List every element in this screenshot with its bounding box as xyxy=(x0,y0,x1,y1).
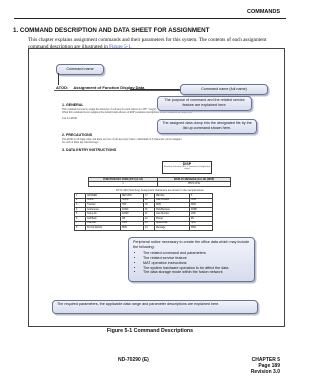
table-cell: 6 xyxy=(75,216,86,221)
table-cell: 19 xyxy=(144,203,155,208)
table-cell: Call Forward xyxy=(155,198,190,203)
table-cell: Transfer xyxy=(86,203,121,208)
section-title: 1. COMMAND DESCRIPTION AND DATA SHEET FOR ASSIGNMENT xyxy=(13,27,210,34)
table-cell: 22 xyxy=(144,216,155,221)
data-entry-heading: 3. DATA ENTRY INSTRUCTIONS xyxy=(62,148,117,152)
table-cell: DND xyxy=(121,226,144,231)
callout-required xyxy=(52,300,258,314)
intro-text: This chapter explains assignment commands and their parameters for this system. The contents of each assignment command description are illustrated in xyxy=(28,37,267,50)
callout-command-name xyxy=(56,64,104,75)
table-cell: CFW xyxy=(190,198,213,203)
precautions-line-1: The ATOD is 16 digits wide, and there are four of soft-key keys; hence a maximum of 8 characters can be assigned xyxy=(62,138,182,141)
callout-data-dump-text: The assigned data dump into the designated file by the list up command shown here. xyxy=(162,121,252,130)
table-cell: 24 xyxy=(144,226,155,231)
footer-page: Page 189 xyxy=(258,363,280,370)
callout-command-fullname xyxy=(180,84,268,95)
table-cell: Camp-On xyxy=(86,212,121,217)
callout-peripheral xyxy=(128,237,255,282)
table-cell: OVR xyxy=(121,221,144,226)
callout-purpose-text: The purpose of command and the related service feature are explained here. xyxy=(164,98,245,107)
sub-table-title: FKY1-200 (Soft-Key) Assignment characters are shown in the sample below. xyxy=(116,189,204,192)
table-cell: 23 xyxy=(144,221,155,226)
table-cell: 3 xyxy=(75,203,86,208)
header-section-label: COMMANDS xyxy=(247,9,280,15)
table-cell: DND xyxy=(190,203,213,208)
list-item: • MAT operation instructions xyxy=(143,261,250,266)
general-line-2: When this command is not assigned, the default labels shown on ROF parameter descriptions in this command are displayed. xyxy=(62,111,192,115)
table-cell: PU xyxy=(190,216,213,221)
figure-link[interactable]: Figure 5-1. xyxy=(109,43,133,50)
footer-revision: Revision 3.0 xyxy=(250,369,280,376)
callout-peripheral-list xyxy=(133,251,250,276)
figure-caption: Figure 5-1 Command Descriptions xyxy=(106,328,194,334)
entry-table-wrap xyxy=(88,177,231,187)
callout-purpose xyxy=(157,96,252,111)
entry-table xyxy=(88,177,231,187)
table-cell: 20 xyxy=(144,207,155,212)
table-cell: Last Number xyxy=(155,212,190,217)
callout-leader-1 xyxy=(58,73,59,85)
table-row xyxy=(75,226,213,231)
atod-description: Assignment of Function Display Data xyxy=(73,85,145,90)
table-cell: Call Back xyxy=(86,216,121,221)
dterm-box xyxy=(162,161,212,174)
table-cell: HOLD xyxy=(86,198,121,203)
function-code-table xyxy=(74,193,213,231)
list-item: • The related command and parameters xyxy=(143,251,250,256)
callout-command-name-text: Command name xyxy=(66,67,94,72)
entry-value-right: PPP1 CFW xyxy=(158,182,231,187)
table-cell: 2 xyxy=(75,198,86,203)
table-cell: 1 xyxy=(75,194,86,199)
table-cell: 7 xyxy=(75,221,86,226)
table-cell: CB xyxy=(121,216,144,221)
table-cell: Conference xyxy=(86,207,121,212)
precautions-body xyxy=(62,138,252,145)
table-cell: Speed Dial xyxy=(155,221,190,226)
precautions-line-2: for each of these key function keys. xyxy=(62,141,99,145)
callout-data-dump xyxy=(157,119,257,134)
entry-col-left: FUNCTION KEY CODE (FKY) (1-64) xyxy=(89,178,158,182)
dterm-title: DISP xyxy=(182,162,192,166)
list-item: • The system hardware operation to be affect the data xyxy=(143,266,250,271)
table-cell: CAMP xyxy=(121,212,144,217)
entry-col-right: DISPLAY MESSAGE (16 LCD (DISP) xyxy=(158,178,231,182)
table-cell: RECALL xyxy=(155,194,190,199)
callout-command-fullname-text: Command name (full name) xyxy=(201,87,247,92)
general-line-1: This command is used to assign the character of soft-key for each station as a JIS* / key(s). xyxy=(62,108,157,111)
table-cell: Park/Retrieve xyxy=(155,207,190,212)
footer-doc-id: ND-70290 (E) xyxy=(118,357,149,363)
entry-value-left: 1 xyxy=(89,182,158,187)
dterm-subtitle: Function Selection: Max 2 characters (8 digits/key entry) xyxy=(163,166,211,170)
table-cell: 8 xyxy=(75,226,86,231)
table-cell: 5 xyxy=(75,212,86,217)
table-cell: DND xyxy=(155,203,190,208)
table-cell: ANSWER xyxy=(86,194,121,199)
callout-required-text: The required parameters, the applicable data range and parameter descriptions are explained here. xyxy=(57,302,220,306)
sub-table-wrap xyxy=(74,193,213,231)
callout-leader-2 xyxy=(130,89,180,90)
table-cell: SPD xyxy=(190,221,213,226)
table-cell: Do Not Disturb xyxy=(86,226,121,231)
table-cell: CONF xyxy=(121,207,144,212)
atod-code: ATOD: xyxy=(56,85,69,90)
footer-meta xyxy=(251,357,280,376)
table-cell: LNR xyxy=(190,212,213,217)
general-line-3: List for ATOD xyxy=(62,116,78,120)
table-cell: 4 xyxy=(75,207,86,212)
table-cell: 17 xyxy=(144,194,155,199)
list-item: • The data storage mode within the fusion network xyxy=(143,270,250,275)
general-heading: 1. GENERAL xyxy=(62,103,84,107)
table-cell: MSG xyxy=(190,226,213,231)
table-cell: TRF xyxy=(121,203,144,208)
table-cell: HOLD xyxy=(121,198,144,203)
table-cell: RETURN xyxy=(121,194,144,199)
table-cell: 18 xyxy=(144,198,155,203)
table-cell: Message xyxy=(155,226,190,231)
list-item: • The related service feature xyxy=(143,256,250,261)
footer-chapter: CHAPTER 5 xyxy=(251,357,280,363)
callout-peripheral-intro: Peripheral notice necessary to create the office data which may include the following: xyxy=(133,240,250,249)
table-cell: PARK xyxy=(190,207,213,212)
precautions-heading: 2. PRECAUTIONS xyxy=(62,133,93,137)
header-rule xyxy=(14,18,286,19)
table-cell: Pickup xyxy=(155,216,190,221)
table-cell: 21 xyxy=(144,212,155,217)
table-cell: Override xyxy=(86,221,121,226)
table-cell: 5 xyxy=(190,194,213,199)
